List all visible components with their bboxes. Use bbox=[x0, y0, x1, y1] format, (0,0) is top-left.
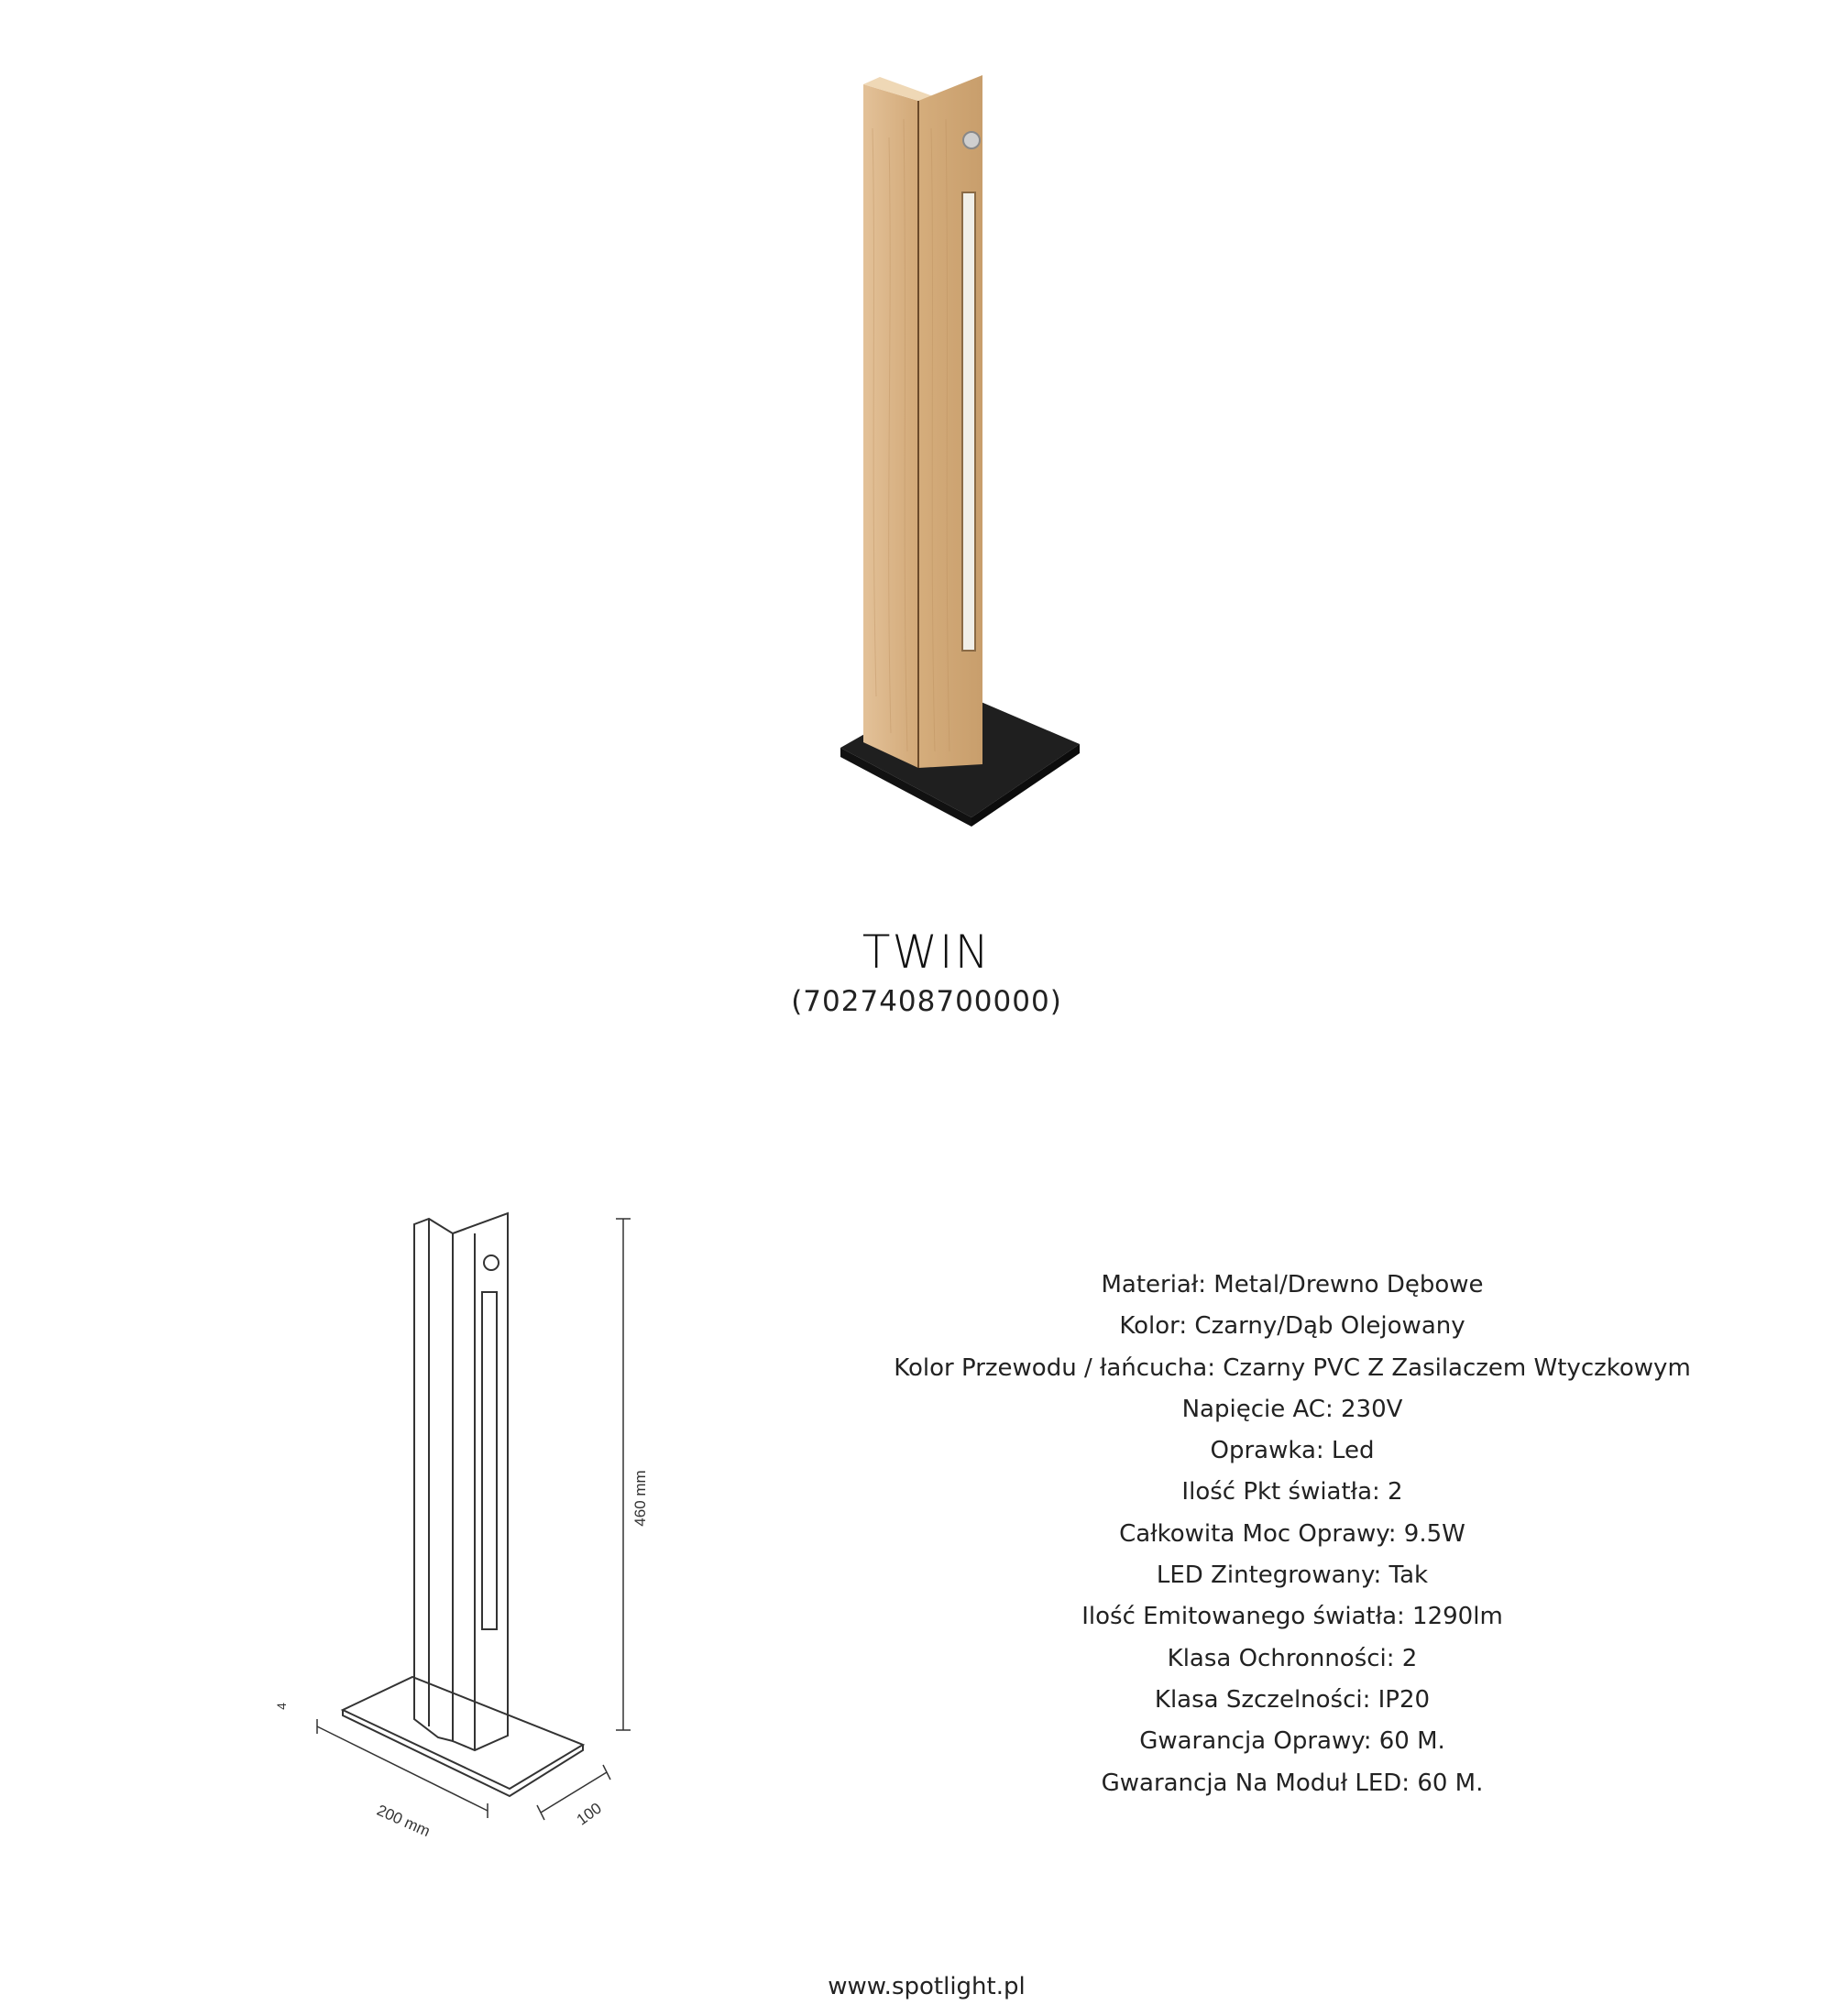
height-label: 460 mm bbox=[631, 1470, 649, 1527]
drawing-left-column bbox=[414, 1219, 453, 1741]
drawing-right-column bbox=[453, 1213, 508, 1750]
left-panel bbox=[863, 84, 918, 768]
spec-row: Oprawka: Led bbox=[1210, 1437, 1375, 1465]
spec-row: Całkowita Moc Oprawy: 9.5W bbox=[1119, 1519, 1465, 1548]
product-code: (7027408700000) bbox=[791, 985, 1062, 1018]
spec-row: Materiał: Metal/Drewno Dębowe bbox=[1101, 1271, 1484, 1298]
spec-row: Ilość Emitowanego światła: 1290lm bbox=[1081, 1603, 1503, 1631]
spec-list bbox=[807, 1265, 1778, 1804]
spec-row: Kolor: Czarny/Dąb Olejowany bbox=[1119, 1312, 1465, 1341]
spec-row: Gwarancja Oprawy: 60 M. bbox=[1139, 1727, 1445, 1756]
product-title: TWIN bbox=[862, 926, 992, 979]
footer-url[interactable]: www.spotlight.pl bbox=[828, 1973, 1026, 2000]
spec-row: Klasa Ochronności: 2 bbox=[1167, 1644, 1418, 1672]
sensor bbox=[963, 132, 980, 148]
spec-row: Kolor Przewodu / łańcucha: Czarny PVC Z Zasilaczem Wtyczkowym bbox=[894, 1353, 1691, 1382]
base-thickness-label: 4 bbox=[274, 1703, 289, 1710]
spec-row: Ilość Pkt światła: 2 bbox=[1181, 1478, 1403, 1507]
drawing-slot bbox=[482, 1292, 497, 1629]
spec-row: Klasa Szczelności: IP20 bbox=[1154, 1685, 1431, 1714]
spec-row: Napięcie AC: 230V bbox=[1181, 1395, 1403, 1423]
led-strip bbox=[962, 192, 975, 651]
width-label: 200 mm bbox=[374, 1801, 434, 1841]
technical-drawing bbox=[266, 1200, 651, 1842]
drawing-sensor bbox=[484, 1255, 499, 1270]
product-image bbox=[715, 55, 1136, 880]
depth-label: 100 bbox=[573, 1799, 605, 1829]
spec-row: LED Zintegrowany: Tak bbox=[1156, 1561, 1429, 1590]
spec-row: Gwarancja Na Moduł LED: 60 M. bbox=[1101, 1769, 1484, 1797]
